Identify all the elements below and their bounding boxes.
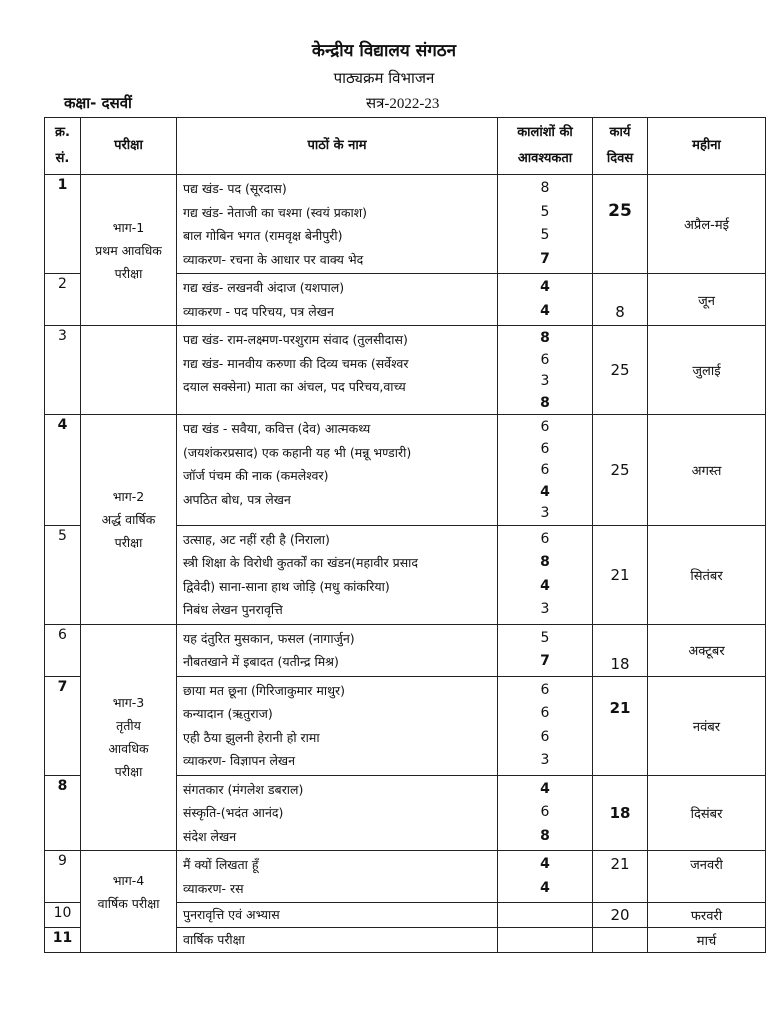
lesson-list: छाया मत छूना (गिरिजाकुमार माथुर) कन्यादान (ऋतुराज) एही ठैया झुलनी हेरानी हो रामा व्याकरण- विज्ञापन लेखन bbox=[177, 676, 498, 775]
row-number: 7 bbox=[45, 676, 81, 775]
period-list bbox=[498, 928, 593, 953]
row-number: 4 bbox=[45, 415, 81, 526]
syllabus-table bbox=[44, 117, 766, 953]
period-list: 6 6 6 4 3 bbox=[498, 415, 593, 526]
table-row bbox=[45, 326, 766, 415]
period-list bbox=[498, 903, 593, 928]
working-days: 18 bbox=[593, 624, 648, 676]
period-list: 4 6 8 bbox=[498, 775, 593, 851]
col-header-sn: क्र. सं. bbox=[45, 118, 81, 175]
row-number: 5 bbox=[45, 525, 81, 624]
lesson-list: पद्य खंड- पद (सूरदास) गद्य खंड- नेताजी का चश्मा (स्वयं प्रकाश) बाल गोबिन भगत (रामवृक्ष बेनीपुरी) व्याकरण- रचना के आधार पर वाक्य भेद bbox=[177, 175, 498, 274]
period-list: 4 4 bbox=[498, 274, 593, 326]
period-list: 8 6 3 8 bbox=[498, 326, 593, 415]
document-title: केन्द्रीय विद्यालय संगठन bbox=[311, 41, 457, 61]
period-list: 4 4 bbox=[498, 851, 593, 903]
col-header-exam: परीक्षा bbox=[81, 118, 177, 175]
working-days: 25 bbox=[593, 175, 648, 274]
col-header-lessons: पाठों के नाम bbox=[177, 118, 498, 175]
month: जून bbox=[648, 274, 766, 326]
lesson-list: पद्य खंड- राम-लक्ष्मण-परशुराम संवाद (तुलसीदास) गद्य खंड- मानवीय करुणा की दिव्य चमक (सर्वेश्वर दयाल सक्सेना) माता का अंचल, पद परिचय,वाच्य bbox=[177, 326, 498, 415]
working-days: 8 bbox=[593, 274, 648, 326]
working-days: 25 bbox=[593, 415, 648, 526]
working-days bbox=[593, 928, 648, 953]
col-header-days: कार्य दिवस bbox=[593, 118, 648, 175]
lesson-list: मैं क्यों लिखता हूँ व्याकरण- रस bbox=[177, 851, 498, 903]
exam-part-4: भाग-4 वार्षिक परीक्षा bbox=[81, 851, 177, 953]
month: अगस्त bbox=[648, 415, 766, 526]
lesson-list: संगतकार (मंगलेश डबराल) संस्कृति-(भदंत आनंद) संदेश लेखन bbox=[177, 775, 498, 851]
month: सितंबर bbox=[648, 525, 766, 624]
table-row bbox=[45, 851, 766, 903]
lesson-list: पद्य खंड - सवैया, कवित्त (देव) आत्मकथ्य (जयशंकरप्रसाद) एक कहानी यह भी (मन्नू भण्डारी) जॉर्ज पंचम की नाक (कमलेश्वर) अपठित बोध, पत्र लेखन bbox=[177, 415, 498, 526]
row-number: 3 bbox=[45, 326, 81, 415]
class-label: कक्षा- दसवीं bbox=[64, 94, 132, 112]
period-list: 5 7 bbox=[498, 624, 593, 676]
period-list: 8 5 5 7 bbox=[498, 175, 593, 274]
month: दिसंबर bbox=[648, 775, 766, 851]
col-header-month: महीना bbox=[648, 118, 766, 175]
row-number: 10 bbox=[45, 903, 81, 928]
table-row bbox=[45, 624, 766, 676]
period-list: 6 6 6 3 bbox=[498, 676, 593, 775]
exam-cell-empty bbox=[81, 326, 177, 415]
row-number: 6 bbox=[45, 624, 81, 676]
period-list: 6 8 4 3 bbox=[498, 525, 593, 624]
month: अक्टूबर bbox=[648, 624, 766, 676]
col-header-periods: कालांशों की आवश्यकता bbox=[498, 118, 593, 175]
lesson-list: उत्साह, अट नहीं रही है (निराला) स्त्री शिक्षा के विरोधी कुतर्कों का खंडन(महावीर प्रसाद द्विवेदी) साना-साना हाथ जोड़ि (मधु कांकरिया) निबंध लेखन पुनरावृत्ति bbox=[177, 525, 498, 624]
exam-part-3: भाग-3 तृतीय आवधिक परीक्षा bbox=[81, 624, 177, 851]
month: मार्च bbox=[648, 928, 766, 953]
lesson-list: गद्य खंड- लखनवी अंदाज (यशपाल) व्याकरण - पद परिचय, पत्र लेखन bbox=[177, 274, 498, 326]
month: अप्रैल-मई bbox=[648, 175, 766, 274]
lesson-list: पुनरावृत्ति एवं अभ्यास bbox=[177, 903, 498, 928]
table-row bbox=[45, 175, 766, 274]
row-number: 11 bbox=[45, 928, 81, 953]
month: जनवरी bbox=[648, 851, 766, 903]
document-subtitle: पाठ्यक्रम विभाजन bbox=[333, 69, 435, 87]
working-days: 18 bbox=[593, 775, 648, 851]
month: जुलाई bbox=[648, 326, 766, 415]
row-number: 8 bbox=[45, 775, 81, 851]
exam-part-1: भाग-1 प्रथम आवधिक परीक्षा bbox=[81, 175, 177, 326]
table-row bbox=[45, 415, 766, 526]
working-days: 21 bbox=[593, 525, 648, 624]
lesson-list: यह दंतुरित मुसकान, फसल (नागार्जुन) नौबतखाने में इबादत (यतीन्द्र मिश्र) bbox=[177, 624, 498, 676]
session-label: सत्र-2022-23 bbox=[366, 96, 440, 112]
table-header-row bbox=[45, 118, 766, 175]
row-number: 1 bbox=[45, 175, 81, 274]
working-days: 21 bbox=[593, 851, 648, 903]
row-number: 9 bbox=[45, 851, 81, 903]
working-days: 20 bbox=[593, 903, 648, 928]
working-days: 21 bbox=[593, 676, 648, 775]
month: फरवरी bbox=[648, 903, 766, 928]
month: नवंबर bbox=[648, 676, 766, 775]
working-days: 25 bbox=[593, 326, 648, 415]
exam-part-2: भाग-2 अर्द्ध वार्षिक परीक्षा bbox=[81, 415, 177, 625]
row-number: 2 bbox=[45, 274, 81, 326]
lesson-list: वार्षिक परीक्षा bbox=[177, 928, 498, 953]
